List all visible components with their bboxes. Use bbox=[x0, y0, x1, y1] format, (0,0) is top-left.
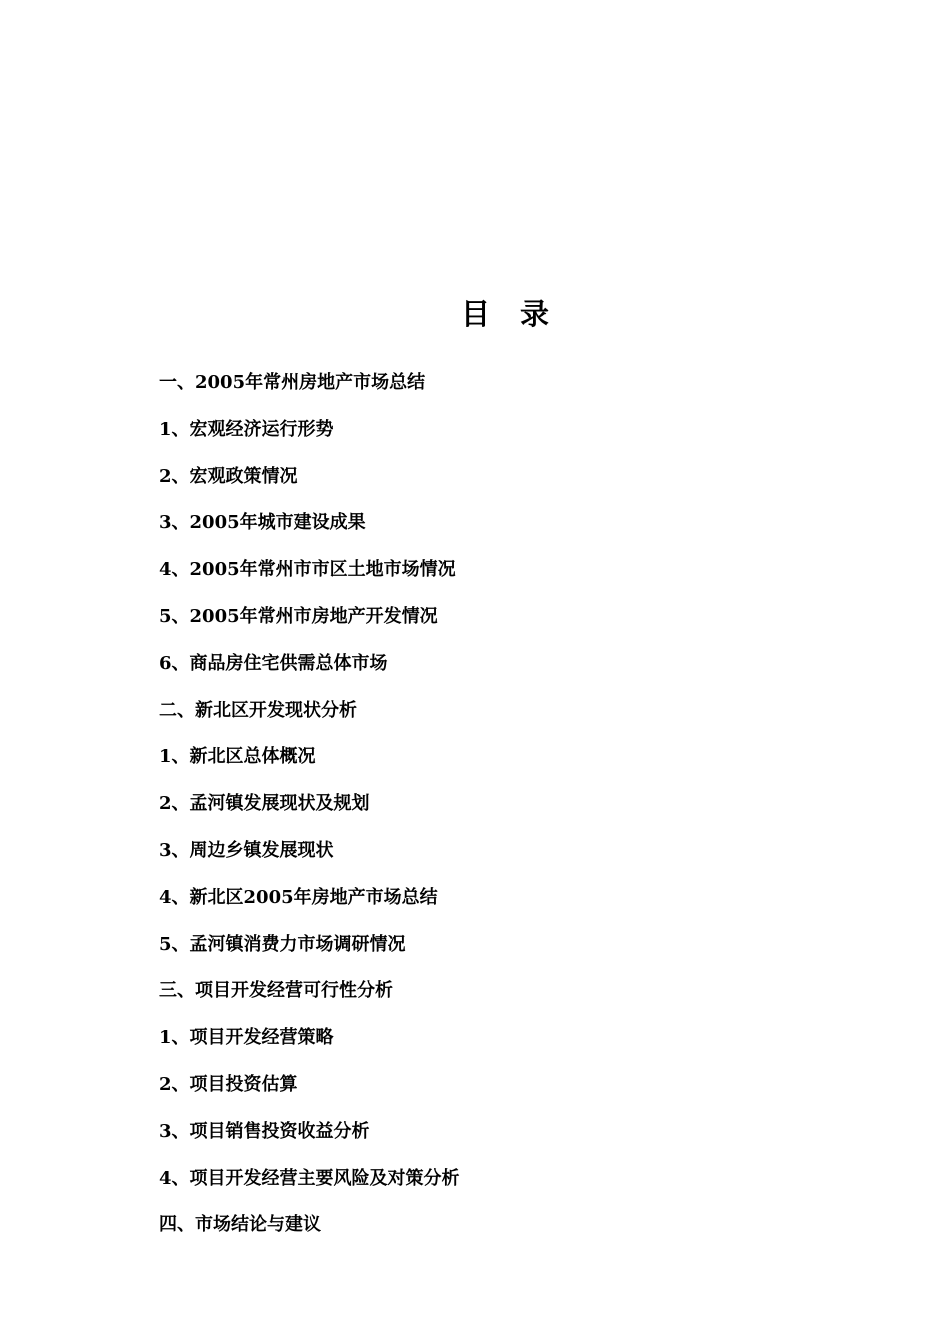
toc-item-2-5: 5、孟河镇消费力市场调研情况 bbox=[159, 933, 406, 955]
toc-section-3: 三、项目开发经营可行性分析 bbox=[159, 980, 393, 1002]
toc-section-4: 四、市场结论与建议 bbox=[159, 1214, 321, 1236]
toc-item-1-5: 5、2005年常州市房地产开发情况 bbox=[159, 605, 438, 627]
toc-title: 目 录 bbox=[460, 297, 560, 331]
toc-section-2: 二、新北区开发现状分析 bbox=[159, 699, 357, 721]
toc-item-1-6: 6、商品房住宅供需总体市场 bbox=[159, 652, 388, 674]
toc-item-2-1: 1、新北区总体概况 bbox=[159, 746, 316, 768]
toc-item-1-3: 3、2005年城市建设成果 bbox=[159, 512, 366, 534]
toc-item-3-3: 3、项目销售投资收益分析 bbox=[159, 1120, 370, 1142]
toc-item-3-1: 1、项目开发经营策略 bbox=[159, 1027, 334, 1049]
toc-item-2-2: 2、孟河镇发展现状及规划 bbox=[159, 793, 370, 815]
toc-item-1-4: 4、2005年常州市市区土地市场情况 bbox=[159, 559, 456, 581]
toc-item-2-3: 3、周边乡镇发展现状 bbox=[159, 839, 334, 861]
toc-item-1-2: 2、宏观政策情况 bbox=[159, 465, 298, 487]
toc-item-2-4: 4、新北区2005年房地产市场总结 bbox=[159, 886, 438, 908]
toc-item-1-1: 1、宏观经济运行形势 bbox=[159, 418, 334, 440]
toc-section-1: 一、2005年常州房地产市场总结 bbox=[159, 372, 426, 393]
toc-list bbox=[159, 366, 460, 1255]
toc-item-3-2: 2、项目投资估算 bbox=[159, 1073, 298, 1095]
toc-item-3-4: 4、项目开发经营主要风险及对策分析 bbox=[159, 1167, 460, 1189]
